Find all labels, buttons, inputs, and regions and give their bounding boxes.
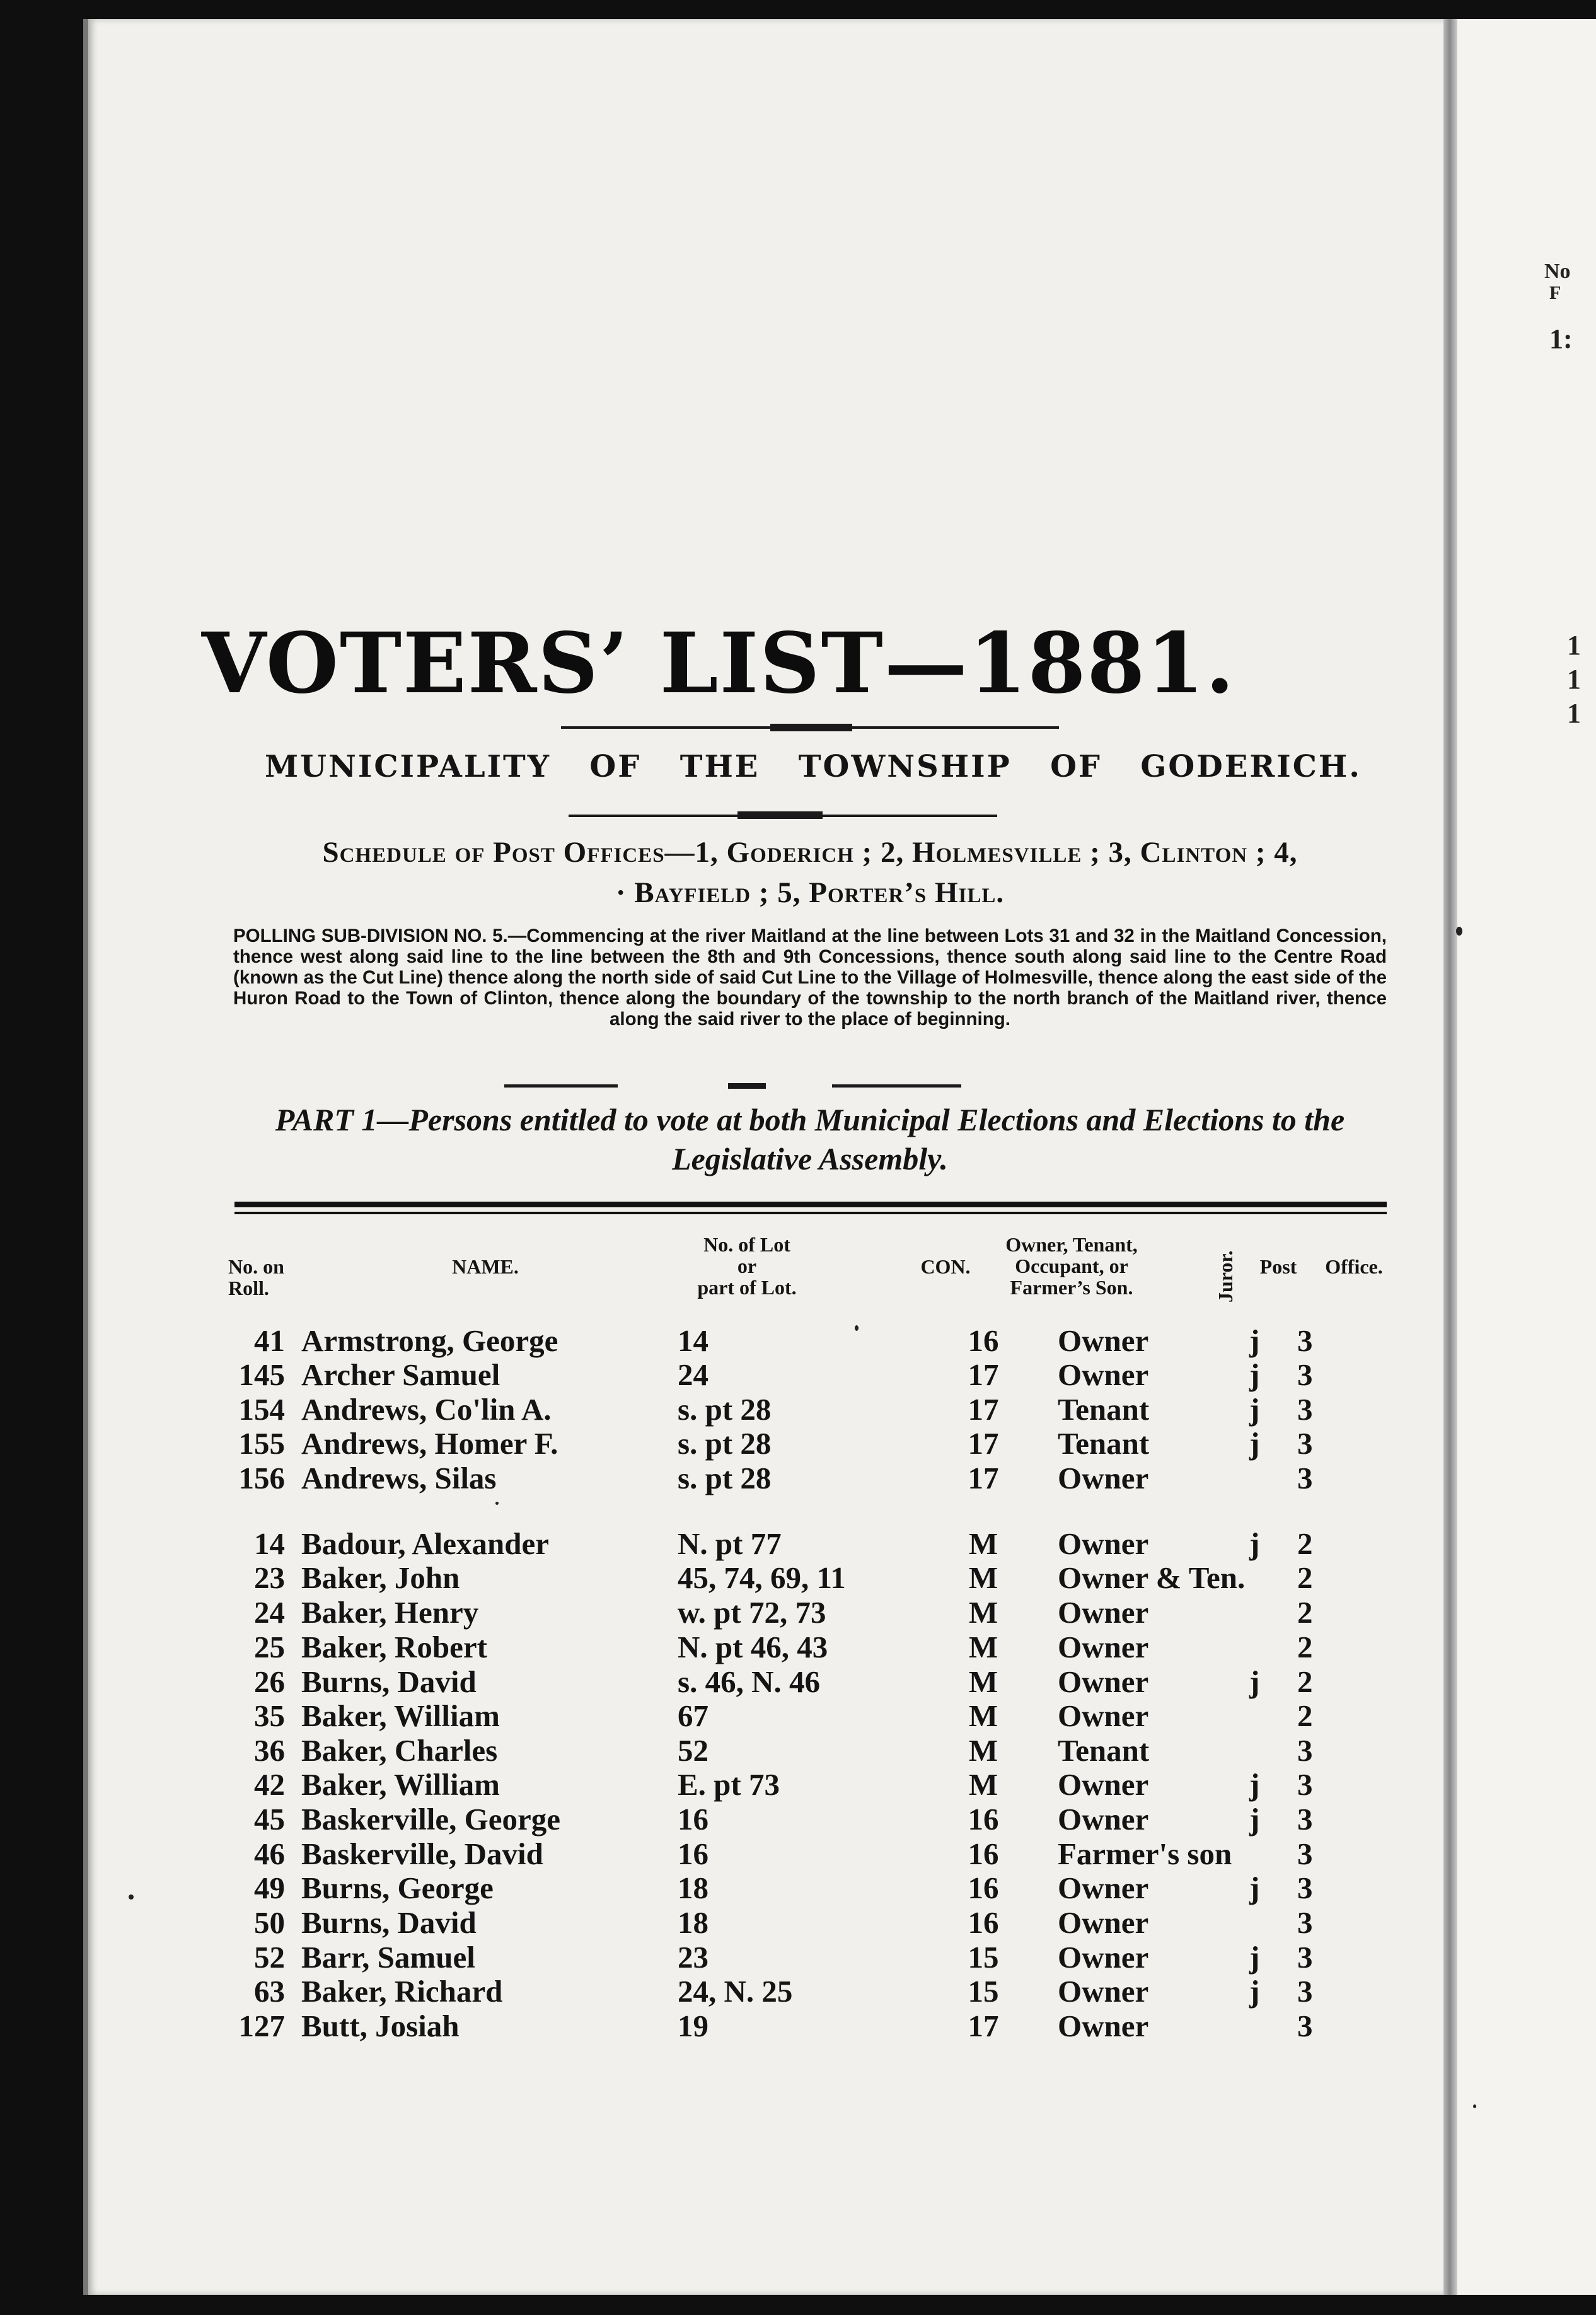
municipality-word: THE — [679, 749, 760, 784]
concession: 17 — [968, 1392, 999, 1427]
concession: M — [968, 1595, 998, 1630]
roll-number: 41 — [254, 1323, 285, 1358]
voter-name: Baker, Charles — [301, 1733, 498, 1768]
post-office-number: 2 — [1297, 1595, 1313, 1630]
lot-number: s. pt 28 — [678, 1461, 772, 1495]
roll-number: 154 — [238, 1392, 285, 1427]
lot-number: s. pt 28 — [678, 1426, 772, 1461]
lot-number: 16 — [678, 1836, 708, 1871]
header-line: Owner, Tenant, — [1005, 1233, 1138, 1256]
roll-number: 23 — [254, 1560, 285, 1595]
lot-number: 18 — [678, 1905, 708, 1940]
post-office-number: 2 — [1297, 1664, 1313, 1699]
header-owner — [983, 1234, 1160, 1298]
adjacent-page — [1457, 19, 1596, 2295]
roll-number: 26 — [254, 1664, 285, 1699]
voter-name: Andrews, Homer F. — [301, 1426, 558, 1461]
ink-speck — [1456, 927, 1462, 936]
polling-subdivision-description: POLLING SUB-DIVISION NO. 5.—Commencing at the river Maitland at the line between Lots 31 and 32 in the Maitland Concession, thence west along said line to the line between the 8th and 9th Concessions, thence south along said line to the Centre Road (known as the Cut Line) thence along the north side of said Cut Line to the Village of Holmesville, thence along the east side of the Huron Road to the Town of Clinton, thence along the boundary of the township to the north branch of the Maitland river, thence along the said river to the place of beginning. — [233, 925, 1387, 1030]
table-top-rule — [234, 1202, 1387, 1207]
table-row — [0, 1767, 1450, 1801]
table-row — [0, 1801, 1450, 1836]
part-line: Legislative Assembly. — [672, 1141, 948, 1176]
tenure-status: Owner — [1058, 1802, 1149, 1836]
divider — [832, 1084, 961, 1088]
table-row — [0, 1357, 1450, 1391]
voter-name: Burns, David — [301, 1664, 477, 1699]
post-office-number: 3 — [1297, 1802, 1313, 1836]
table-row — [0, 1836, 1450, 1871]
tenure-status: Owner — [1058, 2009, 1149, 2043]
roll-number: 52 — [254, 1940, 285, 1975]
tenure-status: Owner — [1058, 1595, 1149, 1630]
table-row — [0, 1698, 1450, 1732]
roll-number: 25 — [254, 1630, 285, 1664]
tenure-status: Owner — [1058, 1974, 1149, 2009]
lot-number: w. pt 72, 73 — [678, 1595, 826, 1630]
post-office-number: 2 — [1297, 1698, 1313, 1733]
adjacent-page-fragment: F — [1549, 282, 1561, 303]
post-office-number: 3 — [1297, 1836, 1313, 1871]
header-con: CON. — [920, 1255, 971, 1278]
lot-number: 67 — [678, 1698, 708, 1733]
juror-mark: j — [1249, 1323, 1260, 1358]
juror-mark: j — [1249, 1357, 1260, 1392]
table-row — [0, 1905, 1450, 1939]
roll-number: 156 — [238, 1461, 285, 1495]
header-post: Post — [1259, 1255, 1297, 1278]
voter-name: Baskerville, George — [301, 1802, 560, 1836]
table-row — [0, 1323, 1450, 1357]
table-row — [0, 1460, 1450, 1495]
lot-number: 23 — [678, 1940, 708, 1975]
voter-name: Baskerville, David — [301, 1836, 543, 1871]
lot-number: E. pt 73 — [678, 1767, 780, 1802]
voter-name: Baker, Robert — [301, 1630, 487, 1664]
lot-number: 18 — [678, 1871, 708, 1905]
roll-number: 155 — [238, 1426, 285, 1461]
concession: M — [968, 1767, 998, 1802]
table-row — [0, 1664, 1450, 1698]
juror-mark: j — [1249, 1664, 1260, 1699]
roll-number: 63 — [254, 1974, 285, 2009]
lot-number: 16 — [678, 1802, 708, 1836]
table-row — [0, 1973, 1450, 2008]
municipality-word: GODERICH. — [1140, 749, 1362, 784]
tenure-status: Farmer's son — [1058, 1836, 1232, 1871]
ink-speck — [495, 1502, 499, 1505]
concession: 15 — [968, 1974, 999, 2009]
header-line: No. of Lot — [703, 1233, 790, 1256]
concession: 16 — [968, 1905, 999, 1940]
schedule-line: · Bayfield ; 5, Porter’s Hill. — [615, 876, 1005, 909]
concession: M — [968, 1560, 998, 1595]
post-office-number: 3 — [1297, 1974, 1313, 2009]
table-row — [0, 1870, 1450, 1905]
part-line: PART 1—Persons entitled to vote at both Municipal Elections and Elections to the — [275, 1102, 1345, 1137]
roll-number: 42 — [254, 1767, 285, 1802]
concession: M — [968, 1698, 998, 1733]
tenure-status: Owner — [1058, 1323, 1149, 1358]
juror-mark: j — [1249, 1940, 1260, 1975]
header-line: part of Lot. — [697, 1276, 797, 1299]
lot-number: 14 — [678, 1323, 708, 1358]
table-top-rule-thin — [234, 1212, 1387, 1214]
table-row — [0, 1391, 1450, 1426]
tenure-status: Owner — [1058, 1871, 1149, 1905]
juror-mark: j — [1249, 1426, 1260, 1461]
tenure-status: Tenant — [1058, 1733, 1150, 1768]
concession: 16 — [968, 1871, 999, 1905]
voter-name: Butt, Josiah — [301, 2009, 460, 2043]
voter-name: Baker, John — [301, 1560, 460, 1595]
lot-number: 52 — [678, 1733, 708, 1768]
divider — [728, 1083, 766, 1089]
tenure-status: Tenant — [1058, 1392, 1150, 1427]
post-office-number: 3 — [1297, 1357, 1313, 1392]
tenure-status: Owner — [1058, 1698, 1149, 1733]
voter-name: Burns, David — [301, 1905, 477, 1940]
voter-name: Barr, Samuel — [301, 1940, 475, 1975]
roll-number: 35 — [254, 1698, 285, 1733]
lot-number: 45, 74, 69, 11 — [678, 1560, 846, 1595]
schedule-line: Schedule of Post Offices—1, Goderich ; 2, Holmesville ; 3, Clinton ; 4, — [322, 836, 1298, 869]
header-line: Farmer’s Son. — [1010, 1276, 1133, 1299]
header-no-on-roll — [228, 1256, 298, 1299]
adjacent-page-fragment: 1 — [1567, 630, 1581, 661]
concession: 16 — [968, 1802, 999, 1836]
header-office: Office. — [1325, 1255, 1383, 1278]
juror-mark: j — [1249, 1802, 1260, 1836]
table-row — [0, 2008, 1450, 2043]
divider-center — [737, 811, 823, 819]
part-heading — [233, 1100, 1387, 1178]
roll-number: 50 — [254, 1905, 285, 1940]
ink-speck — [129, 1894, 134, 1900]
ink-speck — [1473, 2104, 1476, 2108]
concession: M — [968, 1630, 998, 1664]
post-office-number: 2 — [1297, 1526, 1313, 1561]
tenure-status: Owner — [1058, 1940, 1149, 1975]
table-row — [0, 1939, 1450, 1974]
concession: 15 — [968, 1940, 999, 1975]
table-row — [0, 1629, 1450, 1664]
adjacent-page-fragment: 1 — [1567, 698, 1581, 729]
municipality-word: TOWNSHIP — [798, 749, 1012, 784]
tenure-status: Owner — [1058, 1664, 1149, 1699]
voter-name: Baker, Henry — [301, 1595, 479, 1630]
table-row — [0, 1594, 1450, 1629]
divider — [504, 1084, 618, 1088]
table-row — [0, 1560, 1450, 1594]
municipality-word: MUNICIPALITY — [265, 749, 552, 784]
juror-mark: j — [1249, 1974, 1260, 2009]
municipality-heading — [265, 749, 1362, 784]
tenure-status: Owner — [1058, 1905, 1149, 1940]
post-office-number: 3 — [1297, 1940, 1313, 1975]
post-office-number: 3 — [1297, 1871, 1313, 1905]
adjacent-page-fragment: No — [1544, 260, 1571, 283]
post-office-schedule — [233, 832, 1387, 913]
post-office-number: 3 — [1297, 1392, 1313, 1427]
header-juror: Juror. — [1214, 1250, 1237, 1303]
concession: M — [968, 1733, 998, 1768]
header-line: or — [737, 1255, 757, 1277]
juror-mark: j — [1249, 1767, 1260, 1802]
post-office-number: 3 — [1297, 1905, 1313, 1940]
header-line: Occupant, or — [1015, 1255, 1128, 1277]
header-line: Roll. — [228, 1277, 269, 1299]
municipality-word: OF — [1050, 749, 1102, 784]
lot-number: 24, N. 25 — [678, 1974, 793, 2009]
concession: 17 — [968, 1357, 999, 1392]
concession: 17 — [968, 1426, 999, 1461]
ink-speck — [855, 1325, 859, 1331]
roll-number: 36 — [254, 1733, 285, 1768]
voter-name: Baker, Richard — [301, 1974, 503, 2009]
tenure-status: Owner — [1058, 1526, 1149, 1561]
tenure-status: Owner & Ten. — [1058, 1560, 1246, 1595]
post-office-number: 2 — [1297, 1560, 1313, 1595]
lot-number: 19 — [678, 2009, 708, 2043]
adjacent-page-fragment: 1 — [1567, 664, 1581, 695]
voter-name: Badour, Alexander — [301, 1526, 549, 1561]
post-office-number: 3 — [1297, 2009, 1313, 2043]
voter-name: Andrews, Silas — [301, 1461, 497, 1495]
lot-number: N. pt 46, 43 — [678, 1630, 828, 1664]
lot-number: 24 — [678, 1357, 708, 1392]
lot-number: N. pt 77 — [678, 1526, 782, 1561]
table-row — [0, 1425, 1450, 1460]
show-through-text — [429, 156, 1160, 182]
concession: 16 — [968, 1836, 999, 1871]
voter-name: Baker, William — [301, 1767, 500, 1802]
adjacent-page-fragment: 1: — [1549, 323, 1573, 354]
juror-mark: j — [1249, 1871, 1260, 1905]
tenure-status: Owner — [1058, 1357, 1149, 1392]
header-line: No. on — [228, 1255, 284, 1278]
juror-mark: j — [1249, 1392, 1260, 1427]
post-office-number: 3 — [1297, 1461, 1313, 1495]
voter-name: Armstrong, George — [301, 1323, 558, 1358]
post-office-number: 2 — [1297, 1630, 1313, 1664]
tenure-status: Owner — [1058, 1767, 1149, 1802]
concession: M — [968, 1664, 998, 1699]
concession: M — [968, 1526, 998, 1561]
voter-name: Archer Samuel — [301, 1357, 500, 1392]
voter-name: Baker, William — [301, 1698, 500, 1733]
header-lot — [674, 1234, 819, 1298]
divider-center — [770, 724, 852, 731]
post-office-number: 3 — [1297, 1767, 1313, 1802]
roll-number: 14 — [254, 1526, 285, 1561]
post-office-number: 3 — [1297, 1733, 1313, 1768]
municipality-word: OF — [589, 749, 642, 784]
voter-name: Andrews, Co'lin A. — [301, 1392, 552, 1427]
post-office-number: 3 — [1297, 1323, 1313, 1358]
roll-number: 49 — [254, 1871, 285, 1905]
tenure-status: Owner — [1058, 1461, 1149, 1495]
table-row — [0, 1732, 1450, 1767]
roll-number: 145 — [238, 1357, 285, 1392]
concession: 16 — [968, 1323, 999, 1358]
roll-number: 45 — [254, 1802, 285, 1836]
lot-number: s. pt 28 — [678, 1392, 772, 1427]
juror-mark: j — [1249, 1526, 1260, 1561]
document-title: VOTERS’ LIST—1881. — [201, 615, 1236, 712]
roll-number: 24 — [254, 1595, 285, 1630]
header-name: NAME. — [452, 1255, 519, 1278]
roll-number: 46 — [254, 1836, 285, 1871]
table-row — [0, 1526, 1450, 1560]
post-office-number: 3 — [1297, 1426, 1313, 1461]
concession: 17 — [968, 2009, 999, 2043]
tenure-status: Tenant — [1058, 1426, 1150, 1461]
voter-name: Burns, George — [301, 1871, 494, 1905]
roll-number: 127 — [238, 2009, 285, 2043]
tenure-status: Owner — [1058, 1630, 1149, 1664]
concession: 17 — [968, 1461, 999, 1495]
lot-number: s. 46, N. 46 — [678, 1664, 820, 1699]
